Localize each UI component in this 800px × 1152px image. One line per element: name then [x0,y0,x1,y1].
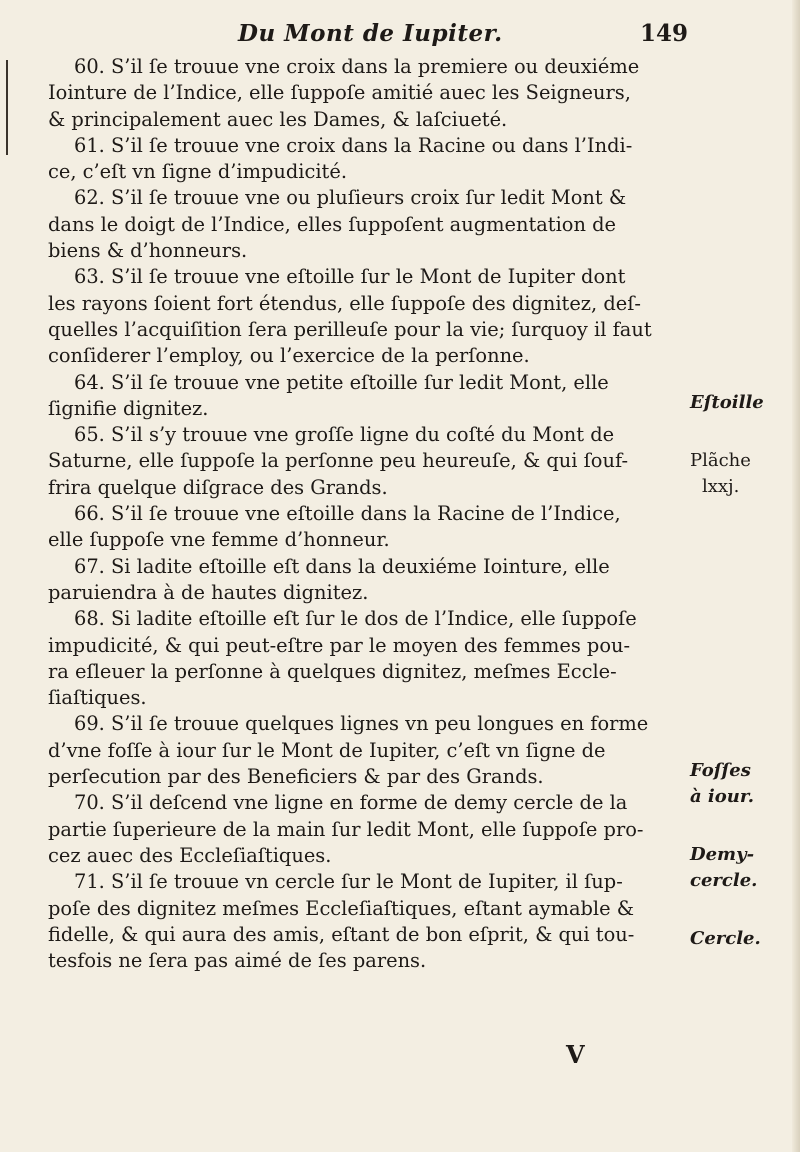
text-line: fidelle, & qui aura des amis, eſtant de bon eſprit, & qui tou- [48,922,635,946]
margin-note-fosses: Foſſes [690,760,751,781]
paragraph-67 [48,554,688,607]
text-line: 64. S’il ſe trouue vne petite eſtoille ſur ledit Mont, elle [74,370,609,394]
paragraph-70 [48,790,688,869]
paragraph-61 [48,133,688,186]
text-line: ce, c’eſt vn ſigne d’impudicité. [48,160,347,184]
text-line: 63. S’il ſe trouue vne eſtoille ſur le Mont de Iupiter dont [74,265,626,289]
paragraph-71 [48,869,688,974]
margin-note-a-iour: à iour. [690,786,754,807]
text-line: & principalement auec les Dames, & laſciueté. [48,107,508,131]
text-line: 67. Si ladite eſtoille eſt dans la deuxiéme Iointure, elle [74,554,610,578]
margin-note-plate-number: lxxj. [702,476,740,497]
text-line: elle ſuppoſe vne femme d’honneur. [48,528,390,552]
text-line: 66. S’il ſe trouue vne eſtoille dans la Racine de l’Indice, [74,502,621,526]
page-number: 149 [639,20,688,47]
text-line: 65. S’il s’y trouue vne groſſe ligne du coſté du Mont de [74,423,615,447]
text-line: quelles l’acquiſition ſera perilleuſe pour la vie; ſurquoy il faut [48,317,652,341]
paragraph-68 [48,606,688,711]
gutter-shadow [6,60,8,155]
text-line: dans le doigt de l’Indice, elles ſuppoſent augmentation de [48,212,617,236]
text-line: 62. S’il ſe trouue vne ou pluſieurs croix ſur ledit Mont & [74,186,627,210]
text-line: conſiderer l’employ, ou l’exercice de la perſonne. [48,344,530,368]
text-line: biens & d’honneurs. [48,239,248,263]
text-line: ſiaſtiques. [48,686,147,710]
text-line: les rayons ſoient fort étendus, elle ſuppoſe des dignitez, deſ- [48,291,641,315]
running-title: Du Mont de Iupiter. [238,20,503,47]
text-line: partie ſuperieure de la main ſur ledit Mont, elle ſuppoſe pro- [48,817,644,841]
margin-note-demy: Demy- [690,844,755,865]
paragraph-63 [48,264,688,369]
text-line: d’vne foſſe à iour ſur le Mont de Iupiter, c’eſt vn ſigne de [48,738,606,762]
paragraph-65 [48,422,688,501]
text-line: frira quelque diſgrace des Grands. [48,475,388,499]
page-edge [792,0,800,1152]
text-line: 68. Si ladite eſtoille eſt ſur le dos de l’Indice, elle ſuppoſe [74,607,637,631]
text-line: perſecution par des Beneficiers & par des Grands. [48,765,544,789]
text-line: tesfois ne ſera pas aimé de ſes parens. [48,949,427,973]
paragraph-66 [48,501,688,554]
text-line: poſe des dignitez meſmes Eccleſiaſtiques, eſtant aymable & [48,896,635,920]
text-line: ſignifie dignitez. [48,396,209,420]
margin-note-cercle: cercle. [690,870,758,891]
text-line: paruiendra à de hautes dignitez. [48,580,369,604]
text-line: 71. S’il ſe trouue vn cercle ſur le Mont de Iupiter, il ſup- [74,870,623,894]
text-line: impudicité, & qui peut-eſtre par le moyen des femmes pou- [48,633,631,657]
paragraph-64 [48,370,688,423]
text-line: 61. S’il ſe trouue vne croix dans la Racine ou dans l’Indi- [74,133,633,157]
paragraph-62 [48,185,688,264]
margin-note-cercle-2: Cercle. [690,928,761,949]
text-line: 69. S’il ſe trouue quelques lignes vn peu longues en forme [74,712,649,736]
page-header [48,20,688,50]
text-line: 60. S’il ſe trouue vne croix dans la premiere ou deuxiéme [74,55,640,78]
text-line: cez auec des Eccleſiaſtiques. [48,843,332,867]
margin-note-planche: Plãche [690,450,751,471]
text-line: Iointure de l’Indice, elle ſuppoſe amitié auec les Seigneurs, [48,81,631,105]
margin-note-estoille: Eſtoille [690,392,764,413]
text-body [48,54,688,974]
text-line: ra eſleuer la perſonne à quelques dignitez, meſmes Eccle- [48,659,617,683]
paragraph-60 [48,54,688,133]
paragraph-69 [48,711,688,790]
text-line: Saturne, elle ſuppoſe la perſonne peu heureuſe, & qui ſouf- [48,449,629,473]
signature-mark: V [566,1040,585,1069]
text-line: 70. S’il deſcend vne ligne en forme de demy cercle de la [74,791,628,815]
